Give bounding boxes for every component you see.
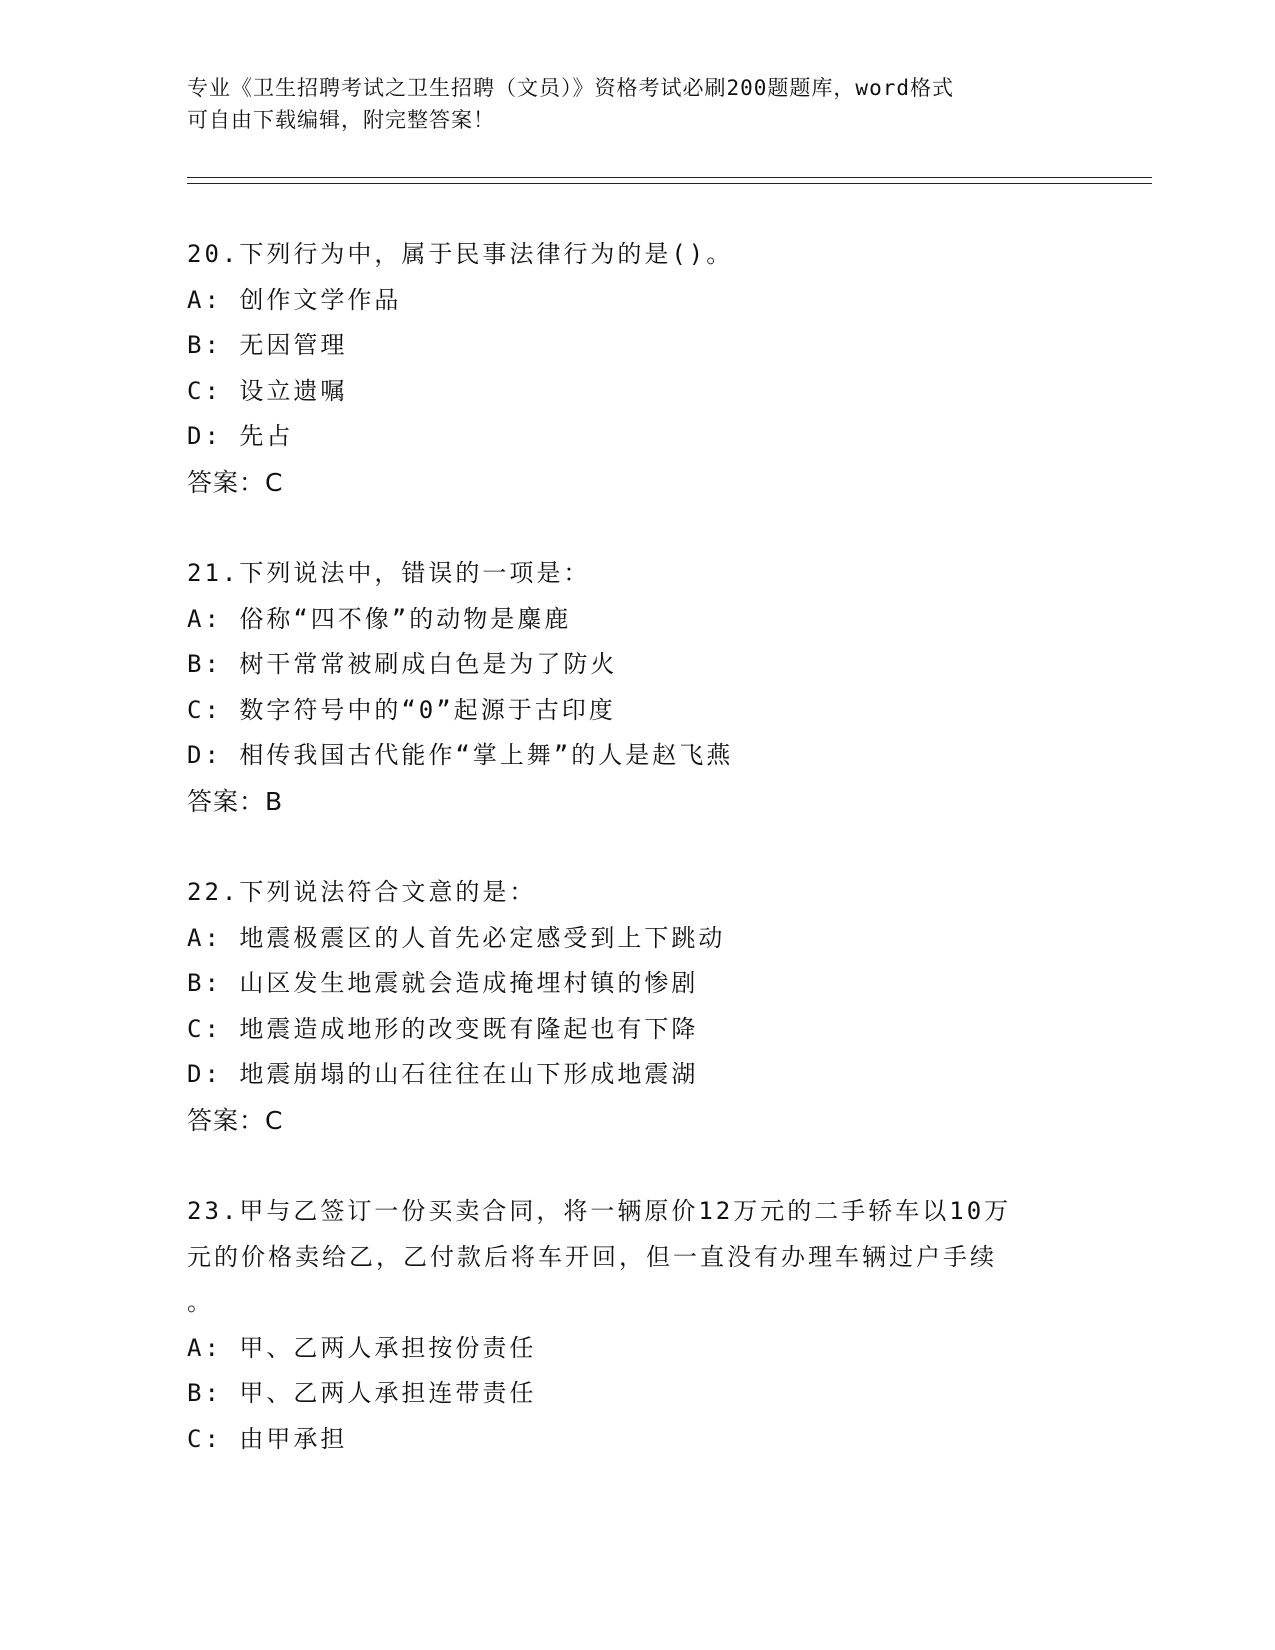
question-stem: 21.下列说法中，错误的一项是： [187,559,591,587]
option-a: A: 地震极震区的人首先必定感受到上下跳动 [187,923,726,952]
header-rule-top [187,177,1152,178]
option-c: C: 地震造成地形的改变既有隆起也有下降 [187,1014,699,1043]
option-c: C: 设立遗嘱 [187,376,348,405]
option-a: A: 俗称“四不像”的动物是麋鹿 [187,604,572,633]
question-23 [187,1189,1087,1462]
option-b: B: 山区发生地震就会造成掩埋村镇的惨剧 [187,969,699,997]
option-d: D: 先占 [187,422,294,450]
question-stem-line-2: 元的价格卖给乙，乙付款后将车开回，但一直没有办理车辆过户手续 [187,1242,997,1271]
header-rule-bottom [187,183,1152,184]
header-line-2: 可自由下载编辑，附完整答案！ [187,108,495,132]
question-21 [187,551,1087,824]
answer: 答案：C [187,1105,284,1135]
header-line-1: 专业《卫生招聘考试之卫生招聘（文员）》资格考试必刷200题题库，word格式 [187,76,954,100]
option-b: B: 无因管理 [187,331,348,359]
option-b: B: 树干常常被刷成白色是为了防火 [187,650,618,678]
option-c: C: 由甲承担 [187,1424,348,1453]
question-stem: 20.下列行为中，属于民事法律行为的是()。 [187,240,734,268]
question-22 [187,870,1087,1143]
option-a: A: 甲、乙两人承担按份责任 [187,1333,537,1362]
question-stem-line-1: 23.甲与乙签订一份买卖合同，将一辆原价12万元的二手轿车以10万 [187,1197,1012,1225]
option-b: B: 甲、乙两人承担连带责任 [187,1379,537,1407]
question-20 [187,232,1087,505]
question-stem: 22.下列说法符合文意的是： [187,878,537,906]
document-header [187,72,1087,136]
option-a: A: 创作文学作品 [187,285,402,314]
question-stem-line-3: 。 [187,1288,214,1316]
answer: 答案：B [187,786,284,816]
answer: 答案：C [187,467,284,497]
option-d: D: 相传我国古代能作“掌上舞”的人是赵飞燕 [187,741,734,769]
option-c: C: 数字符号中的“0”起源于古印度 [187,695,616,724]
option-d: D: 地震崩塌的山石往往在山下形成地震湖 [187,1060,699,1088]
